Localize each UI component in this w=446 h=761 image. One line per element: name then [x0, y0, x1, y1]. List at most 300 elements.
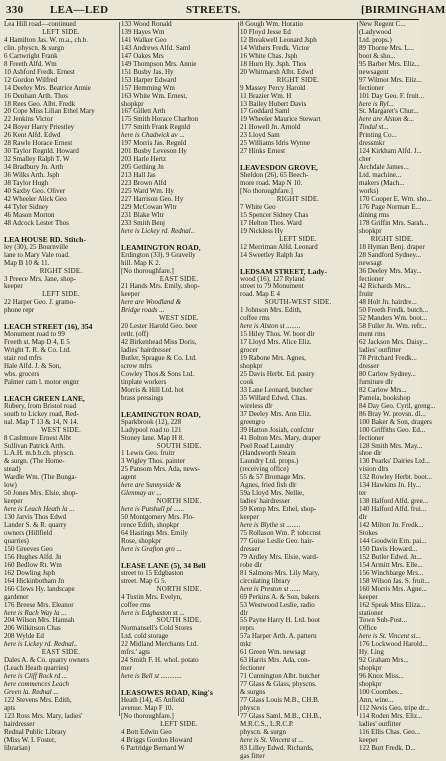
directory-entry: 158 Wilson Jas. S. fruit... [359, 576, 430, 585]
directory-entry: makers (Mach... [359, 179, 405, 188]
directory-entry: 32 Smalley Ralph T. W [4, 155, 70, 164]
directory-entry: 25 Williams Idris Wynne [240, 139, 311, 148]
side-heading: LEFT SIDE. [42, 27, 80, 36]
directory-entry: 17 Lloyd Mrs. Alice Eliz. [240, 338, 312, 347]
directory-entry: 4 Tustin Mrs. Evelyn, [121, 592, 182, 601]
directory-entry: 40 Saxby Geo. Oliver [4, 187, 66, 196]
directory-entry: dresser [359, 361, 379, 370]
directory-entry: 151 Busby Jas. Hy [121, 67, 174, 76]
directory-entry: 77 Glass & Glass, physcns. [240, 680, 317, 689]
directory-entry: 39 Hatton Josiah, confctnr [240, 425, 314, 434]
directory-entry: 233 Smith Benj [121, 218, 165, 227]
directory-entry: gas fitter [240, 751, 265, 760]
directory-entry: wbs. grocers [4, 369, 40, 378]
directory-entry: here is St. Vincent st... [359, 632, 421, 641]
directory-entry: Hy. Ling [359, 648, 384, 657]
directory-entry: Town Sub-Post... [359, 616, 408, 625]
directory-entry: 153 Harper Edward [121, 75, 177, 84]
directory-entry: Rose, shopkpr [121, 536, 162, 545]
directory-entry: keeper [359, 735, 378, 744]
directory-entry: reprs [240, 624, 254, 633]
directory-entry: St. Margaret's Chur... [359, 107, 419, 116]
directory-entry: Freeth st. Map D 4, E 5 [4, 338, 70, 347]
directory-entry: 59 Kemp Mrs. Ethel, shop- [240, 505, 317, 514]
directory-entry: 197 Morris Jas. Regnld [121, 139, 187, 148]
directory-column-2 [121, 20, 237, 752]
directory-entry: cher [359, 155, 372, 164]
side-heading: LEFT SIDE. [42, 290, 80, 299]
directory-entry: ladies' hairdresser [121, 346, 172, 355]
directory-entry: 27 Hinks Ernest [240, 147, 286, 156]
directory-entry: 53 Westwood Leslie, radio [240, 600, 315, 609]
directory-entry: here are Woodland & [121, 298, 182, 307]
directory-entry: nal. Map T 13 & 14, N 14. [4, 417, 79, 426]
directory-entry: works) [359, 187, 379, 196]
directory-entry: 4 Hamilton Jas. W. m.a., ch.b. [4, 35, 88, 44]
directory-entry: 36 Deeley Mrs. May... [359, 266, 422, 275]
directory-entry: ladies' hairdresser [240, 497, 291, 506]
directory-entry: & surgn. (The Home- [4, 457, 65, 466]
running-head-center: STREETS. [186, 4, 241, 16]
directory-entry: 130 Jarvis Thos Edwd [4, 513, 67, 522]
directory-entry: Dales A. & Co. quarry owners [4, 656, 89, 665]
directory-entry: shopkpr [359, 680, 382, 689]
directory-entry: street to 79 Monument [240, 282, 304, 291]
directory-entry: 176 Breese Mrs. Eleanor [4, 600, 74, 609]
directory-entry: newsagent [359, 67, 389, 76]
directory-entry: 28 Rawle Horace Ernest [4, 139, 73, 148]
directory-entry: here is Rach Way la ... [4, 608, 67, 617]
directory-entry: 89 Thorne Mrs. L... [359, 43, 414, 52]
directory-entry: 138 Halford Alfd. gree... [359, 497, 429, 506]
directory-entry: vision dlrs [359, 465, 389, 474]
directory-entry: 77 Glass Louis M.B., CH.B. [240, 696, 320, 705]
directory-entry: (Miss W. I. Foster, [4, 735, 56, 744]
directory-entry: 8 Freeth Alfd. Wm [4, 59, 57, 68]
side-heading: EAST SIDE. [41, 648, 81, 657]
directory-entry: 21 Hands Mrs. Emily, shop- [121, 282, 200, 291]
directory-entry: 20 Cope Miss Lilian Ethel Mary [4, 107, 95, 116]
directory-entry: 24 Smith F. H. whol. potato [121, 656, 199, 665]
directory-entry: ladies' outfitter [359, 719, 401, 728]
side-heading: NORTH SIDE. [156, 584, 202, 593]
directory-entry: 57a Harper Arth. A. pattern [240, 632, 317, 641]
directory-entry: 18 Hyman Benj. draper [359, 242, 425, 251]
directory-entry: Glenmay av ... [121, 489, 162, 498]
side-heading: RIGHT SIDE. [39, 266, 83, 275]
directory-entry: 176 Page Norman E... [359, 202, 421, 211]
directory-entry: 55 Payne Harry H. Ltd. boot [240, 616, 320, 625]
column-divider [357, 22, 358, 716]
directory-entry: here are Alston &... [359, 115, 414, 124]
directory-entry: [No thoroughfare.] [121, 711, 174, 720]
directory-entry: rence Edith, shopkpr [121, 521, 180, 530]
side-heading: RIGHT SIDE. [370, 234, 414, 243]
directory-entry: 22 Midland Merchants Ltd. [121, 640, 198, 649]
directory-entry: dresser [240, 544, 260, 553]
directory-entry: 10 Ashford Fredk. Ernest [4, 67, 75, 76]
street-heading: LEASOWES ROAD, King's [121, 688, 213, 698]
directory-entry: Archdale James... [359, 163, 409, 172]
directory-entry: 55 & 57 Bromage Mrs. [240, 473, 306, 482]
directory-entry: coffee rms [240, 314, 270, 323]
directory-entry: dressmkr [359, 139, 385, 148]
directory-entry: 17 Helton Thos. Ward [240, 218, 302, 227]
directory-entry: fectioner [359, 274, 384, 283]
directory-entry: 19 Wheeler Maurice Stewart [240, 115, 321, 124]
directory-entry: 213 Hall Jas [121, 171, 156, 180]
directory-entry: 128 Smith Mrs. May... [359, 441, 423, 450]
directory-entry: 35 Willard Edwd. Chas. [240, 393, 308, 402]
directory-entry: 15 Spencer Sidney Chas [240, 210, 309, 219]
directory-entry: 71 Cunnington Albt. butcher [240, 672, 321, 681]
directory-entry: cook [240, 377, 254, 386]
directory-entry: 156 Winchbarge Mrs... [359, 568, 424, 577]
directory-entry: 82 Carlow Mrs... [359, 385, 407, 394]
directory-entry: coffee rms [121, 600, 151, 609]
directory-entry: 231 Blake Wltr [121, 210, 165, 219]
directory-entry: 139 Hayes Wm [121, 27, 165, 36]
directory-entry: Map B 10 & 11. [4, 258, 50, 267]
directory-entry: 4 Briggs Gordon Howard [121, 735, 193, 744]
directory-entry: 25 Davis Herbt. Ed. pastry [240, 369, 315, 378]
directory-entry: Wardle Wm. (The Bunga- [4, 473, 77, 482]
directory-entry: more road. Map N 10. [240, 179, 303, 188]
directory-entry: 101 Day Geo. F. fruit... [359, 91, 424, 100]
directory-entry: 24 Boyer Harry Priestley [4, 123, 75, 132]
directory-entry: fectioner [240, 664, 265, 673]
directory-entry: 62 Jackson Mrs. Daisy... [359, 338, 428, 347]
directory-entry: 114 Roden Mrs. Eliz... [359, 711, 423, 720]
directory-entry: 167 Gillett Arth [121, 107, 166, 116]
directory-entry: here is Chadwick av ... [121, 131, 185, 140]
directory-entry: Cowley Thos.& Sons Ltd. [121, 369, 195, 378]
directory-entry: 42 Wheeler Alick Geo [4, 194, 67, 203]
directory-entry: 149 Thompson Mrs. Annie [121, 59, 197, 68]
directory-entry: grocer [240, 346, 258, 355]
directory-entry: 59a Lloyd Mrs. Nellie, [240, 489, 304, 498]
directory-entry: (receiving office) [240, 465, 289, 474]
directory-entry: 92 Graham Mrs... [359, 656, 409, 665]
directory-entry: physcn. & surgn [240, 727, 286, 736]
side-heading: EAST SIDE. [159, 274, 199, 283]
directory-entry: 6 Partridge Bernard W [121, 743, 185, 752]
directory-entry: New Regent C... [359, 20, 406, 28]
street-heading: LEAMINGTON ROAD, [121, 242, 201, 252]
directory-entry: here is Bell st ............ [121, 672, 182, 681]
directory-entry: here is Ryl... [359, 99, 394, 108]
directory-entry: 164 Hickinbotham Jn [4, 576, 65, 585]
directory-entry: 48 Holt Jn. hairdre... [359, 298, 417, 307]
directory-entry: here is Lickey rd. Rednal.. [4, 640, 78, 649]
directory-entry: apts [4, 703, 16, 712]
directory-entry: Lea Hill road—continued [4, 20, 76, 28]
directory-entry: 1 Lewis Geo. fruitr [121, 449, 175, 458]
directory-entry: Morris & Hill Ltd. hot [121, 385, 184, 394]
directory-entry: ley (30), 25 Bournville [4, 242, 69, 251]
directory-entry: 58 Fuller Jn. Wm. refr... [359, 322, 427, 331]
street-heading: LEACH STREET (16), 354 [4, 322, 93, 332]
directory-entry: here is Lickey rd. Rednal.. [121, 226, 195, 235]
directory-entry: L.A.H. m.b.b.ch. physcn. [4, 449, 75, 458]
directory-entry: 162 Speak Miss Eliza... [359, 600, 426, 609]
directory-entry: 46 Mason Morton [4, 210, 55, 219]
directory-entry: lane to Mary Vale road. [4, 250, 70, 259]
directory-entry: here is Leach Heath la ... [4, 505, 75, 514]
directory-entry: mfrs.' agts [121, 648, 150, 657]
side-heading: WEST SIDE. [159, 314, 199, 323]
directory-entry: Lander S. & R. quarry [4, 521, 67, 530]
directory-entry: Ladypool road to 121 [121, 425, 182, 434]
directory-entry: 154 Armitt Mrs. Elle... [359, 560, 423, 569]
directory-entry: 75 Rollason Wm. P. tobccnst [240, 529, 321, 537]
directory-entry: hill. Map K 2. [121, 258, 161, 267]
street-heading: LEDSAM STREET, Lady- [240, 266, 327, 276]
directory-entry: furniture dlr [359, 377, 394, 386]
directory-entry: 15 Hiley Thos. W. boot dlr [240, 330, 315, 339]
directory-entry: Stoney lane. Map H 8. [121, 433, 184, 442]
directory-entry: 156 Hughes Alfd. Jn [4, 552, 62, 561]
directory-entry: 22 Jenkins Victor [4, 115, 53, 124]
directory-entry: newsagt [359, 258, 382, 267]
directory-entry: 19 Rabone Mrs. Agnes, [240, 354, 306, 363]
directory-entry: & surgns [240, 688, 266, 697]
directory-entry: 203 Harle Hertz [121, 155, 167, 164]
directory-entry: 201 Busby Leveson Hy [121, 147, 187, 156]
directory-entry: dining rms [359, 210, 390, 219]
directory-column-3 [240, 20, 356, 760]
directory-entry: street to 15 Edgbaston [121, 568, 184, 577]
directory-entry: 140 Halford Alfd. frui... [359, 505, 427, 514]
directory-entry: 100 Griffiths Geo. Ed... [359, 425, 426, 434]
directory-entry: 13 Bailey Hubert Davis [240, 99, 307, 108]
running-head-left: LEA—LED [50, 4, 109, 16]
directory-entry: shopkpr [240, 361, 263, 370]
directory-entry: dlr [359, 513, 367, 522]
directory-entry: greengro [240, 417, 265, 426]
directory-entry: stead) [4, 465, 21, 474]
directory-entry: Heath (14), 45 Anfield [121, 696, 185, 705]
directory-entry: wireless dlr [240, 401, 273, 410]
running-head-right: [BIRMINGHAM [361, 4, 446, 16]
side-heading: NORTH SIDE. [156, 497, 202, 506]
directory-entry: wood (16), 127 Ryland [240, 274, 305, 283]
directory-entry: 12 Merriman Alfd. Leonard [240, 242, 318, 251]
side-heading: RIGHT SIDE. [276, 75, 320, 84]
side-heading: LEFT SIDE. [279, 234, 317, 243]
directory-entry: 37 Deeley Mrs. Ann Eliz. [240, 409, 312, 418]
directory-entry: 81 Salmons Mrs. Lily Mary, [240, 568, 320, 577]
directory-entry: 36 Wilks Arth. Jsph [4, 171, 60, 180]
directory-entry: keeper [4, 282, 23, 291]
side-heading: SOUTH-WEST SIDE. [264, 298, 332, 307]
directory-entry: 122 Stevens Mrs. Edith, [4, 696, 72, 705]
street-heading: LEA HOUSE RD. Stitch- [4, 234, 86, 244]
directory-entry: 26 Kent Alfd. Edwd [4, 131, 61, 140]
directory-entry: Monument road to 99 [4, 330, 65, 339]
directory-entry: 4 Bott Edwin Geo [121, 727, 172, 736]
directory-entry: shopkpr [359, 664, 382, 673]
directory-entry: 166 Clews Hy. landscape [4, 584, 75, 593]
directory-entry: 61 Green Wm. newsagt [240, 648, 306, 657]
directory-entry: 143 Andrews Alfd. Saml [121, 43, 191, 52]
directory-entry: boot & sho... [359, 51, 396, 60]
directory-entry: 52 Manders Wm. boot... [359, 314, 428, 323]
directory-entry: Peel Road Laundry [240, 441, 295, 450]
directory-entry: 225 Ward Wm. Hy [121, 187, 174, 196]
directory-entry: 78 Pritchard Fredk... [359, 354, 417, 363]
directory-entry: 178 Griffin Mrs. Sarah... [359, 218, 429, 227]
directory-entry: Erdington (33), 9 Gravelly [121, 250, 196, 259]
directory-entry: Ltd. props.) [359, 35, 392, 44]
directory-entry: 50 Jones Mrs. Elsie, shop- [4, 489, 78, 498]
directory-entry: 175 Smith Horace Charlton [121, 115, 199, 124]
directory-entry: Agnes, fried fish dlr [240, 481, 297, 490]
directory-entry: 34 Bradbury Jn. Arth [4, 163, 64, 172]
directory-entry: 17 Goddard Saml [240, 107, 290, 116]
directory-entry: 25 Pansom Mrs. Ada, news- [121, 465, 200, 474]
directory-entry: Rubery, from Bristol road [4, 401, 77, 410]
directory-entry: mer [121, 664, 132, 673]
directory-entry: 77 Guise Leslie Geo. hair- [240, 536, 314, 545]
directory-entry: 80 Carlow Sydney... [359, 369, 416, 378]
directory-entry: 50 Montgomery Mrs. Flo- [121, 513, 195, 522]
directory-entry: 152 Butler Edwd. Jn... [359, 552, 422, 561]
directory-entry: 208 Wylde Ed [4, 632, 44, 641]
directory-entry: 77 Glass Saml. M.B., CH.B., [240, 711, 322, 720]
directory-entry: robe dlr [240, 560, 262, 569]
directory-entry: Bridge roads ... [121, 306, 165, 315]
directory-entry: 63 Harris Mrs. Ada, con- [240, 656, 310, 665]
directory-entry: Laundry Ltd. props.) [240, 457, 299, 466]
directory-entry: 141 Walker Geo [121, 35, 167, 44]
directory-entry: 177 Smith Frank Regnld [121, 123, 191, 132]
directory-entry: 14 Deeley Mrs. Beatrice Annie [4, 83, 91, 92]
directory-entry: (Ladywood [359, 27, 392, 36]
directory-entry: 44 Tyler Sidney [4, 202, 49, 211]
directory-entry: 33 Lane Leonard, butcher [240, 385, 313, 394]
directory-entry: 134 Hawkins Jn. Hy... [359, 481, 421, 490]
directory-entry: (Handsworth Steam [240, 449, 296, 458]
directory-entry: shopkpr [121, 99, 144, 108]
directory-entry: 95 Barber Mrs. Eliz... [359, 59, 420, 68]
directory-entry: 205 Gething Jn [121, 163, 164, 172]
directory-entry: owners (Hillfield [4, 529, 53, 537]
directory-entry: 22 Harper Geo. J. gramo- [4, 298, 76, 307]
directory-entry: 206 Wilkinson Chas [4, 624, 61, 633]
directory-entry: 97 Wilmot Mrs. Eliz... [359, 75, 422, 84]
directory-entry: stair rod mfrs [4, 354, 42, 363]
directory-entry: here is Alston st ........ [240, 322, 301, 331]
directory-entry: 163 White Wm. Ernest, [121, 91, 188, 100]
directory-entry: ment rms [359, 330, 386, 339]
directory-entry: keeper [121, 290, 140, 299]
directory-entry: 18 Rees Geo. Albt. Fredk [4, 99, 76, 108]
directory-entry: Wright T. R. & Co. Ltd. [4, 346, 71, 355]
directory-entry: 64 Hastings Mrs. Emily [121, 529, 188, 537]
directory-entry: keeper [4, 497, 23, 506]
directory-entry: Rednal Public Library [4, 727, 67, 736]
directory-entry: screw mfrs [121, 361, 152, 370]
directory-entry: Tindal st... [359, 123, 389, 132]
directory-entry: Ltd. cold storage [121, 632, 169, 641]
directory-entry: 18 Hurn Hy. Jsph. Thos [240, 59, 307, 68]
directory-entry: street. Map G 5. [121, 576, 167, 585]
directory-entry: 23 Lloyd Sam [240, 131, 280, 140]
directory-entry: 86 Bray W. provsn. dl... [359, 409, 426, 418]
directory-entry: dlr [240, 608, 248, 617]
directory-entry: Butler, Sprague & Co. Ltd. [121, 354, 197, 363]
side-heading: SOUTH SIDE. [156, 441, 202, 450]
directory-entry: 130 Pearks' Dairies Ltd... [359, 457, 430, 466]
directory-entry: 16 White Chas. Jsph [240, 51, 298, 60]
directory-entry: stationer [359, 608, 384, 617]
directory-entry: ladies' outfitter [359, 346, 401, 355]
directory-entry: 20 Whitmarsh Albt. Edwd [240, 67, 314, 76]
directory-entry: keeper [359, 592, 378, 601]
directory-entry: Ann, wine... [359, 696, 394, 705]
directory-column-4 [359, 20, 436, 752]
street-heading: LEAMINGTON ROAD, [121, 409, 201, 419]
directory-entry: 160 Bedlow Rt. Wm [4, 560, 62, 569]
directory-entry: here commences Leach [4, 680, 70, 689]
directory-entry: fectioner [359, 433, 384, 442]
side-heading: SOUTH SIDE. [156, 616, 202, 625]
directory-entry: Printing Co... [359, 131, 397, 140]
directory-entry: 38 Taylor Hugh [4, 179, 49, 188]
directory-entry: here is St. Vincent st ... [240, 735, 304, 744]
directory-entry: Pamela, bookshop [359, 393, 411, 402]
column-divider [119, 22, 120, 716]
directory-entry: 147 Oakes Mrs [121, 51, 164, 60]
directory-entry: here is Preston st ...... [240, 584, 301, 593]
directory-entry: (Leach Heath quarries) [4, 664, 69, 673]
directory-entry: [No thoroughfare.] [121, 266, 174, 275]
directory-entry: low) [4, 481, 17, 490]
directory-entry: Green la. Rednal ... [4, 688, 59, 697]
directory-entry: 83 Lilley Edwd. Richards, [240, 743, 314, 752]
directory-entry: librarian) [4, 743, 31, 752]
directory-entry: fruitr [359, 290, 374, 299]
directory-entry: here is Edgbaston st ... [121, 608, 185, 617]
directory-entry: 16 Denham Arth. Thos [4, 91, 69, 100]
directory-entry: road. Map E 4 [240, 290, 281, 299]
directory-entry: mkr [240, 640, 252, 649]
directory-entry: quarries) [4, 536, 29, 545]
directory-entry: Ltd. machine... [359, 171, 402, 180]
directory-entry: Sparkbrook (12), 228 [121, 417, 182, 426]
directory-entry: 133 Wood Ronald [121, 20, 172, 28]
directory-entry: clin. physcn. & surgn [4, 43, 64, 52]
directory-entry: 124 Kirkham Alfd. J... [359, 147, 422, 156]
directory-entry: here is Grafton gro ... [121, 544, 182, 553]
directory-entry: 8 Cashmore Ernest Albt [4, 433, 72, 442]
directory-entry: Office [359, 624, 377, 633]
directory-entry: Sheldon (26), 65 Beech- [240, 171, 309, 180]
directory-entry: circulating library [240, 576, 291, 585]
directory-entry: 11 Brazier Wm. H [240, 91, 292, 100]
directory-entry: 170 Cooper E. Wm. sho... [359, 194, 432, 203]
directory-entry: 122 Burt Fredk. D... [359, 743, 416, 752]
directory-entry: 84 Day Geo. Cyril, greng... [359, 401, 436, 410]
side-heading: LEFT SIDE. [160, 719, 198, 728]
directory-entry: [No thoroughfare.] [240, 187, 293, 196]
side-heading: WEST SIDE. [41, 425, 81, 434]
directory-entry: 112 Nevis Geo. tripe dr... [359, 703, 430, 712]
page-number: 330 [6, 4, 24, 16]
directory-entry: avenue. Map F 10. [121, 703, 174, 712]
directory-entry: gardener [4, 592, 29, 601]
